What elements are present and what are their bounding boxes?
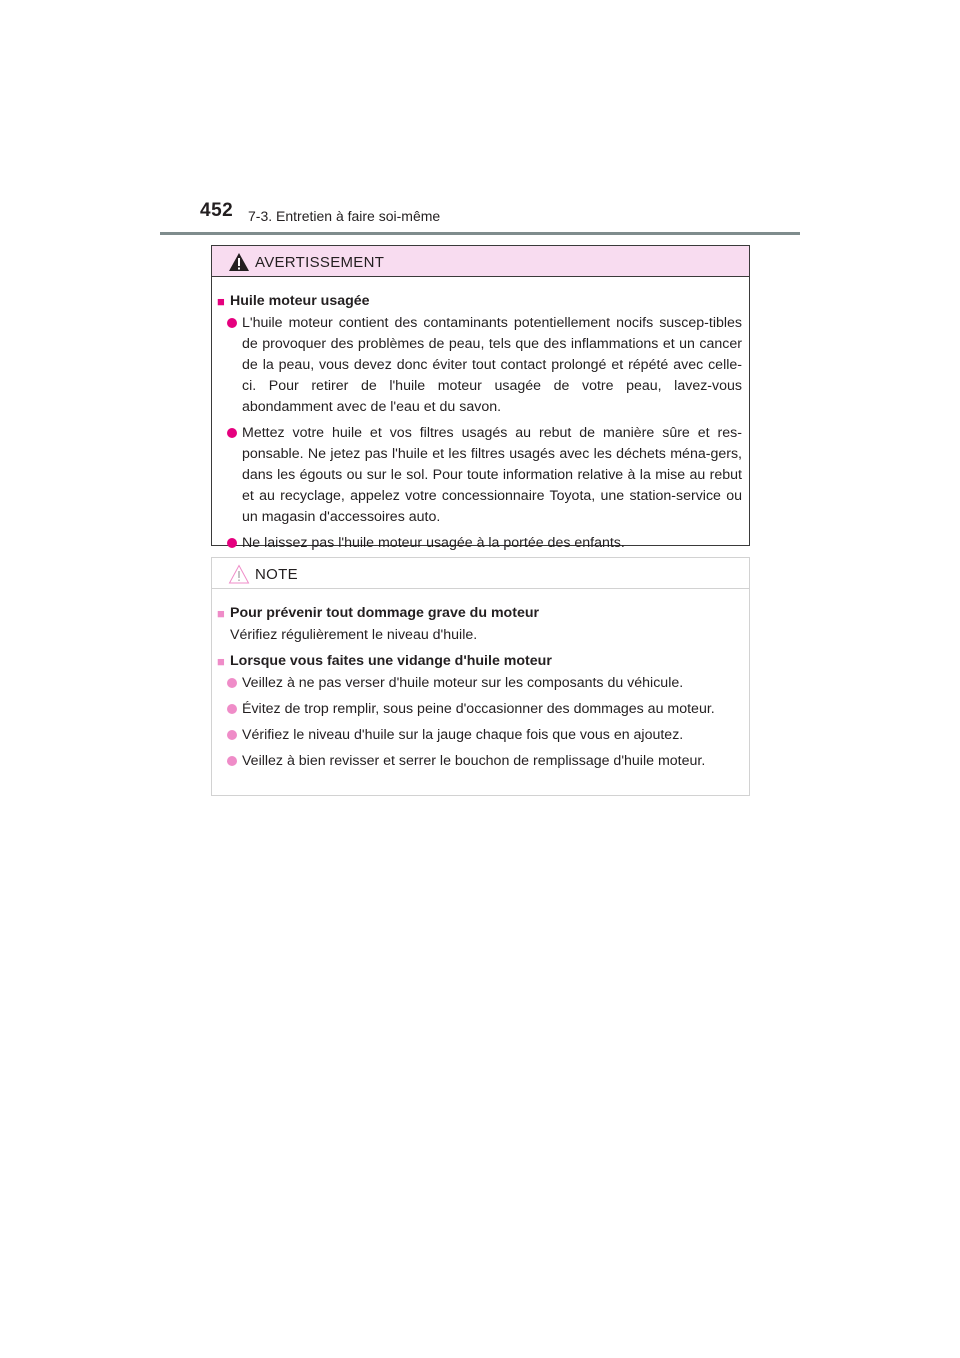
note-section-heading [217,603,742,624]
note-box-title: NOTE [255,566,298,583]
warning-triangle-icon [228,252,250,272]
header-rule [160,232,800,235]
list-item-text: L'huile moteur contient des contaminants potentiellement nocifs suscep-tibles de provoquer des problèmes de peau, tels que des inflammations et un cancer de la peau, vous devez donc éviter tout contact prolongé et répété avec celle-ci. Pour retirer de l'huile moteur usagée de votre peau, lavez-vous abondamment avec de l'eau et du savon. [242,315,742,415]
list-item-text: Veillez à ne pas verser d'huile moteur sur les composants du véhicule. [242,675,684,691]
square-bullet-icon: ■ [217,294,225,309]
warning-heading-text: Huile moteur usagée [230,293,370,309]
warning-heading [217,291,742,312]
note-section [217,651,742,772]
bullet-dot-icon [227,678,237,688]
list-item [217,751,742,772]
note-box [211,557,750,796]
square-bullet-icon: ■ [217,654,225,669]
section-title: 7-3. Entretien à faire soi-même [248,208,441,224]
note-box-header [212,558,749,589]
list-item-text: Ne laissez pas l'huile moteur usagée à la portée des enfants. [242,535,625,551]
bullet-dot-icon [227,318,237,328]
note-section-heading-text: Lorsque vous faites une vidange d'huile moteur [230,653,552,669]
note-section-heading [217,651,742,672]
list-item-text: Évitez de trop remplir, sous peine d'occasionner des dommages au moteur. [242,701,715,717]
note-section [217,603,742,646]
warning-box-title: AVERTISSEMENT [255,254,385,271]
list-item-text: Mettez votre huile et vos filtres usagés au rebut de manière sûre et res-ponsable. Ne jetez pas l'huile et les filtres usagés avec les déchets ména-gers, dans les égouts ou sur le sol. Pour toute information relative à la mise au rebut et au recyclage, appelez votre concessionnaire Toyota, une station-service ou un magasin d'accessoires auto. [242,425,742,525]
square-bullet-icon: ■ [217,606,225,621]
note-section-heading-text: Pour prévenir tout dommage grave du moteur [230,605,540,621]
list-item [217,725,742,746]
bullet-dot-icon [227,538,237,548]
note-box-body [212,589,749,772]
list-item-text: Vérifiez le niveau d'huile sur la jauge chaque fois que vous en ajoutez. [242,727,684,743]
list-item [217,423,742,528]
bullet-dot-icon [227,756,237,766]
caution-triangle-outline-icon [228,564,250,584]
bullet-dot-icon [227,704,237,714]
bullet-dot-icon [227,428,237,438]
list-item [217,313,742,418]
page-number: 452 [200,200,234,221]
warning-box-header [212,246,749,277]
note-section-text: Vérifiez régulièrement le niveau d'huile. [230,627,478,643]
warning-box [211,245,750,551]
list-item-text: Veillez à bien revisser et serrer le bouchon de remplissage d'huile moteur. [242,753,706,769]
bullet-dot-icon [227,730,237,740]
list-item [217,673,742,694]
warning-box-body [212,277,749,554]
list-item [217,533,742,554]
list-item [217,699,742,720]
